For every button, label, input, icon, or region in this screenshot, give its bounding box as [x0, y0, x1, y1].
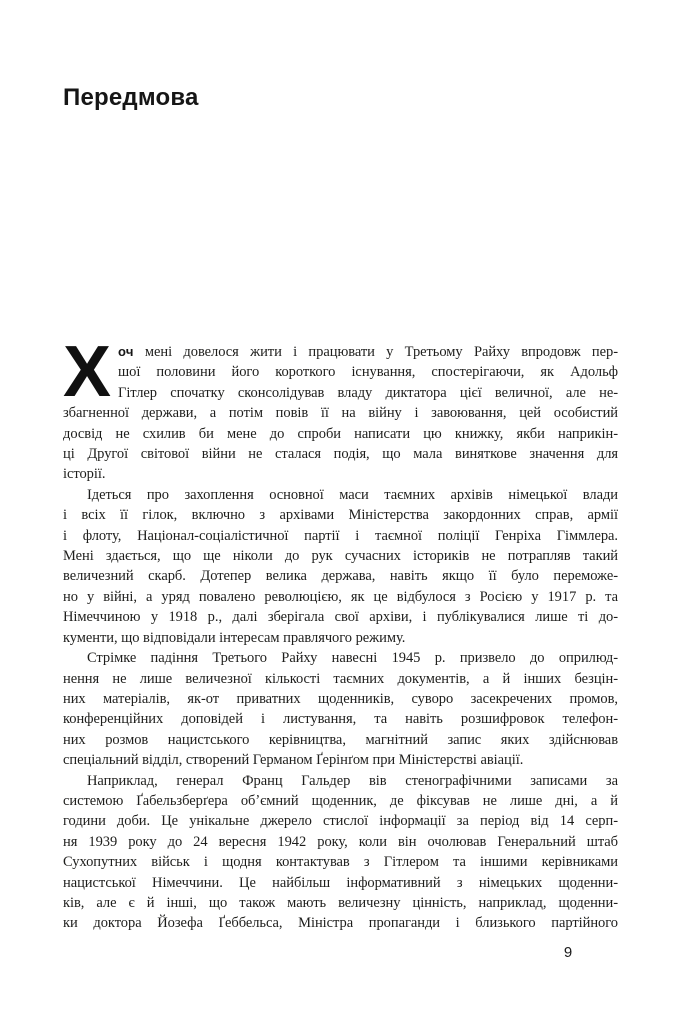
page-number: 9 [563, 944, 573, 961]
text-line: Стрімке падіння Третього Райху навесні 1945 р. призвело до оприлюд- [87, 650, 618, 667]
text-line: но у війні, а уряд повалено революцією, як це відбулося з Росією у 1917 р. та [63, 588, 618, 605]
text-line: ки доктора Йозефа Ґеббельса, Міністра пропаганди і близького партійного [63, 915, 618, 932]
text-line: кументи, що відповідали інтересам правлячого режиму. [63, 629, 406, 646]
text-line: оч мені довелося жити і працювати у Третьому Райху впродовж пер- [118, 344, 618, 360]
text-line: них розмов нацистського керівництва, магнітний запис яких здійснював [63, 731, 618, 748]
text-line: величезний скарб. Дотепер велика держава, навіть якщо її було переможе- [63, 568, 618, 585]
text-line: Сухопутних військ і щодня контактував з Гітлером та іншими керівниками [63, 854, 618, 871]
paragraph [63, 332, 618, 485]
page-title: Передмова [63, 84, 199, 111]
paragraph [63, 485, 618, 648]
text-line: шої половини його короткого існування, спостерігаючи, як Адольф [118, 364, 618, 381]
paragraph [63, 771, 618, 934]
text-line: ці Другої світової війни не сталася подія, що мала виняткове значення для [63, 446, 618, 463]
text-line: і флоту, Націонал-соціалістичної партії і таємної поліції Генріха Гіммлера. [63, 527, 618, 544]
text-line: Мені здається, що ще ніколи до рук сучасних істориків не потрапляв такий [63, 548, 618, 565]
text-line: нення не лише величезної кількості таємних документів, а й інших безцін- [63, 670, 618, 687]
text-line: і всіх її гілок, включно з архівами Міністерства закордонних справ, армії [63, 507, 618, 524]
text-line: збагненної держави, а потім повів її на війну і завоювання, цей особистий [63, 405, 618, 422]
text-line: ків, але є й інші, що також мають величезну цінність, наприклад, щоденни- [63, 894, 618, 911]
text-line: Гітлер спочатку сконсолідував владу диктатора цієї величної, але не- [118, 384, 618, 401]
text-line: нацистської Німеччини. Це найбільш інформативний з німецьких щоденни- [63, 874, 618, 891]
text-line: Ідеться про захоплення основної маси таємних архівів німецької влади [87, 486, 618, 503]
text-line: Німеччиною у 1918 р., далі зберігала свої архіви, і публікувалися лише ті до- [63, 609, 618, 626]
text-line: спеціальний відділ, створений Германом Ґерінґом при Міністерстві авіації. [63, 752, 524, 769]
body-text [63, 332, 618, 934]
text-line: досвід не схилив би мене до спроби написати цю книжку, якби наприкін- [63, 425, 618, 442]
lead-in-text: оч [118, 344, 134, 359]
drop-cap: Х [63, 332, 111, 412]
paragraph [63, 648, 618, 770]
text-line: історії. [63, 466, 106, 483]
text-line: ня 1939 року до 24 вересня 1942 року, коли він очолював Генеральний штаб [63, 833, 618, 850]
text-line: них матеріалів, як-от приватних щоденників, суворо засекречених промов, [63, 690, 618, 707]
text-line: конференційних доповідей і листування, та навіть розшифровок телефон- [63, 711, 618, 728]
text-line: години доби. Це унікальне джерело стислої інформації за період від 14 серп- [63, 813, 618, 830]
text-line: системою Ґабельзберґера обʼємний щоденник, де фіксував не лише дні, а й [63, 792, 618, 809]
text-line: Наприклад, генерал Франц Гальдер вів стенографічними записами за [87, 772, 618, 789]
